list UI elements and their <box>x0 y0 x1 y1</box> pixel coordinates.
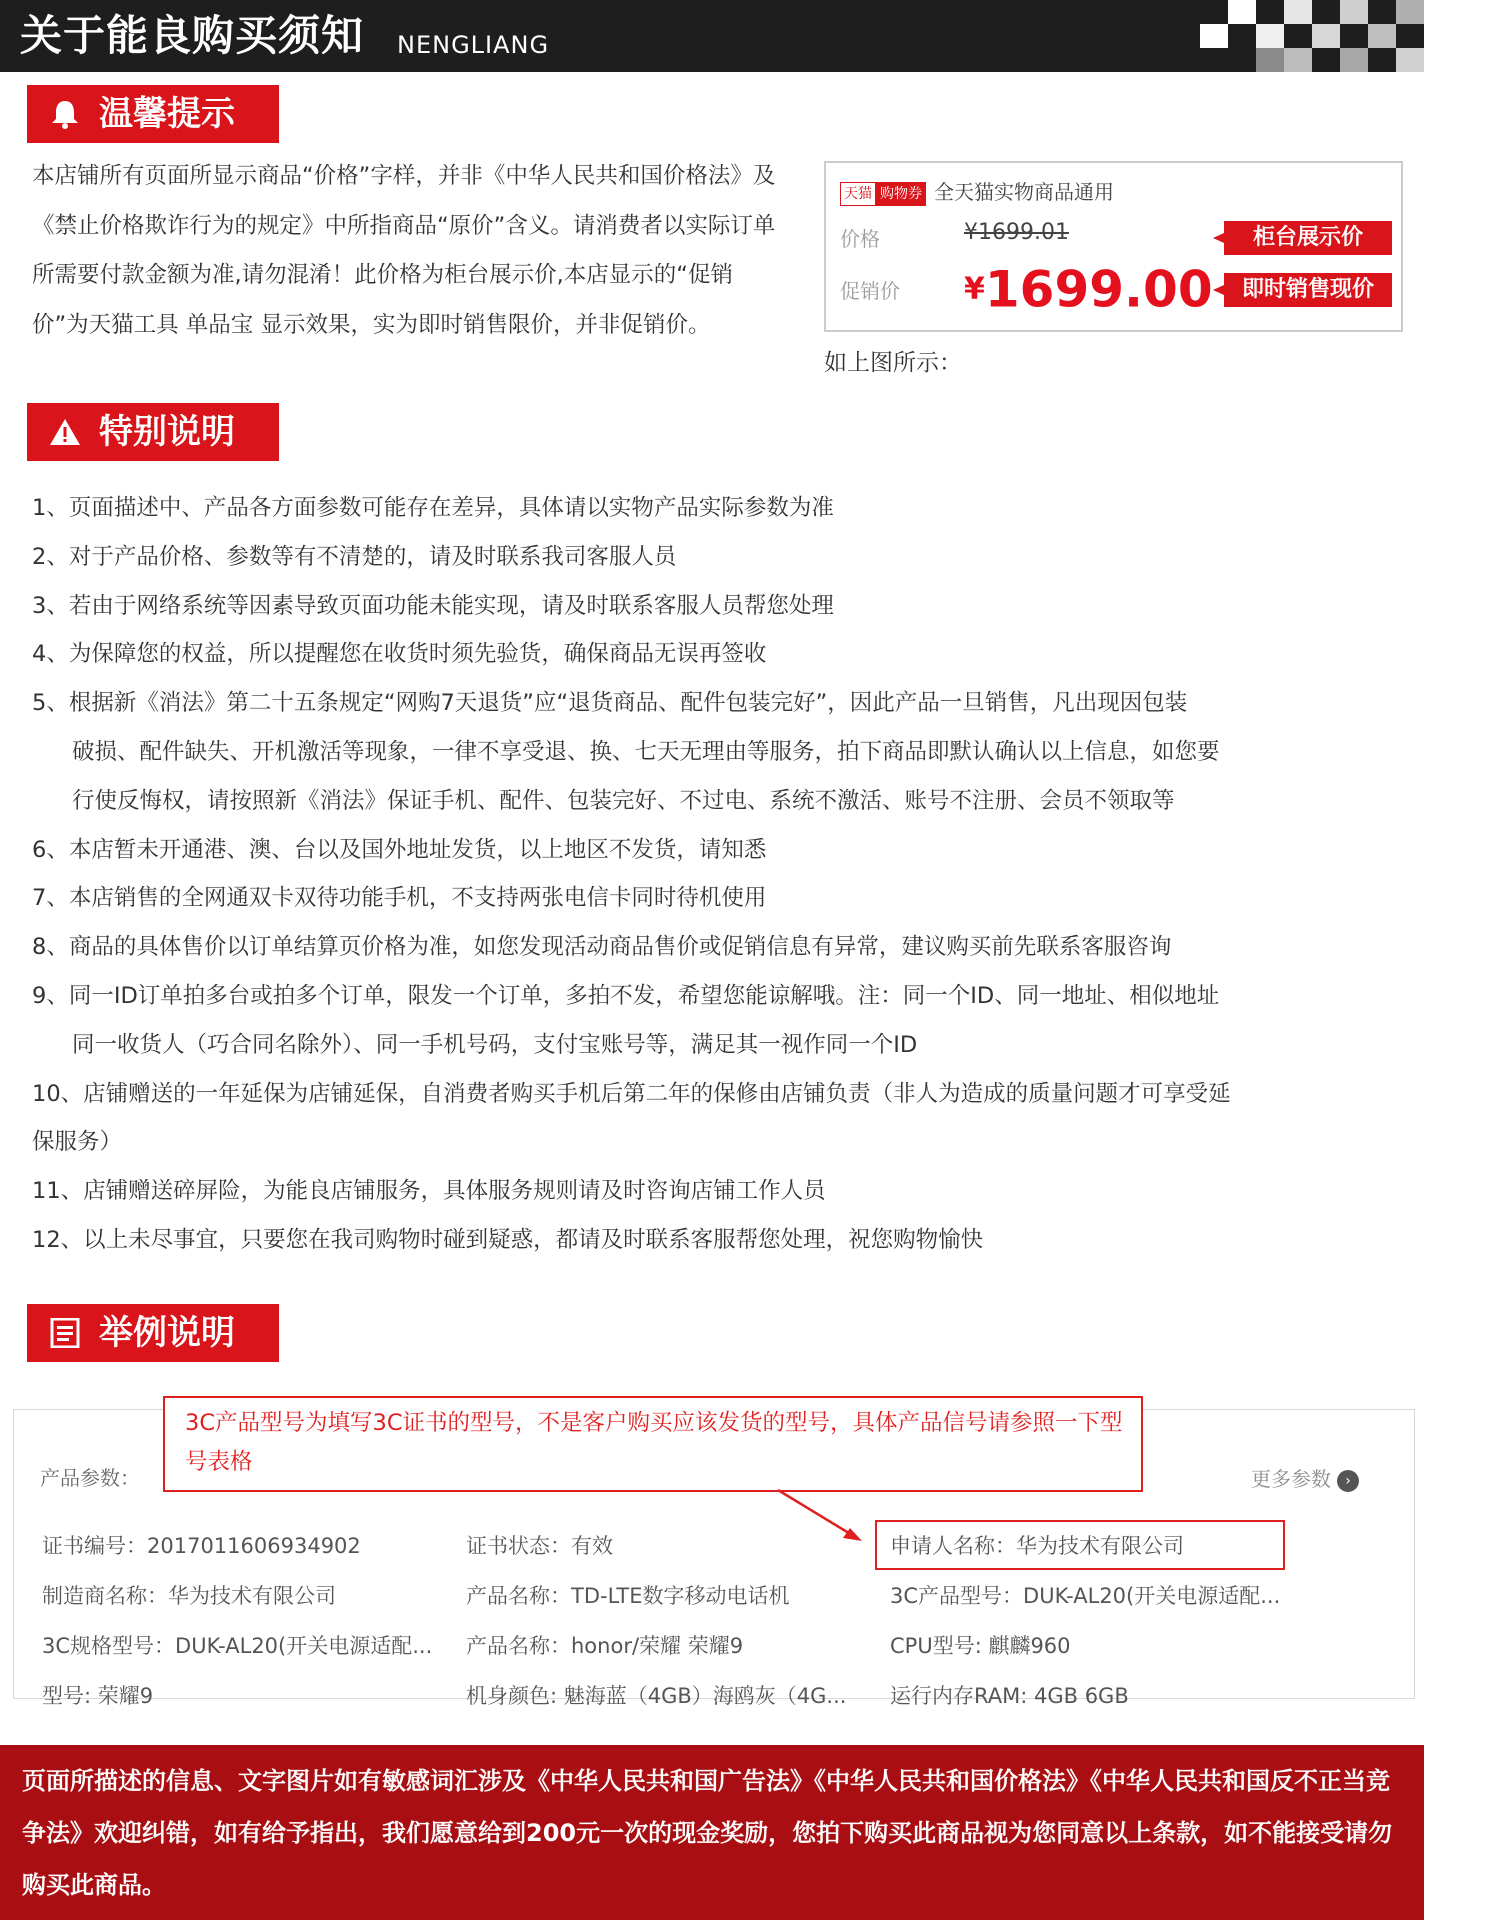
warning-icon <box>49 417 81 447</box>
page-title: 关于能良购买须知 <box>20 11 365 60</box>
notice-list <box>32 484 1412 1265</box>
notice-line: 6、本店暂未开通港、澳、台以及国外地址发货，以上地区不发货，请知悉 <box>32 836 767 863</box>
coupon-text: 全天猫实物商品通用 <box>934 180 1114 204</box>
price-label: 价格 <box>840 227 880 251</box>
price-caption: 如上图所示： <box>824 350 962 376</box>
notice-line: 2、对于产品价格、参数等有不清楚的，请及时联系我司客服人员 <box>32 543 677 570</box>
notice-line: 同一收货人（巧合同名除外）、同一手机号码，支付宝账号等，满足其一视作同一个ID <box>72 1031 918 1058</box>
price-example-card <box>824 161 1403 332</box>
original-price: ¥1699.01 <box>964 220 1069 245</box>
params-label: 产品参数： <box>40 1466 140 1490</box>
more-params-link[interactable] <box>1251 1463 1359 1492</box>
param-cell: 运行内存RAM: 4GB 6GB <box>890 1684 1129 1708</box>
document-icon <box>49 1318 81 1348</box>
notice-line: 12、以上未尽事宜，只要您在我司购物时碰到疑惑，都请及时联系客服帮您处理，祝您购物愉快 <box>32 1226 984 1253</box>
param-cell-applicant: 申请人名称：华为技术有限公司 <box>890 1534 1184 1558</box>
section-header-tip <box>27 85 279 143</box>
notice-line: 3、若由于网络系统等因素导致页面功能未能实现，请及时联系客服人员帮您处理 <box>32 592 834 619</box>
param-cell: 产品名称：honor/荣耀 荣耀9 <box>466 1634 744 1658</box>
notice-line: 8、商品的具体售价以订单结算页价格为准，如您发现活动商品售价或促销信息有异常，建议购买前先联系客服咨询 <box>32 934 1172 961</box>
notice-line: 4、为保障您的权益，所以提醒您在收货时须先验货，确保商品无误再签收 <box>32 641 767 668</box>
tmall-tag: 天猫 <box>840 182 876 206</box>
checkerboard-decoration <box>1200 0 1424 72</box>
promo-price <box>964 257 1213 322</box>
annotation-text: 3C产品型号为填写3C证书的型号，不是客户购买应该发货的型号，具体产品信号请参照一下型号表格 <box>185 1410 1123 1475</box>
notice-line: 7、本店销售的全网通双卡双待功能手机，不支持两张电信卡同时待机使用 <box>32 885 767 912</box>
notice-line: 保服务） <box>32 1129 123 1156</box>
section-title: 特别说明 <box>99 412 235 452</box>
applicant-highlight-box <box>875 1520 1285 1570</box>
param-cell: 证书状态：有效 <box>466 1534 613 1558</box>
currency-symbol: ¥ <box>964 271 985 307</box>
promo-price-label: 促销价 <box>840 279 900 303</box>
section-title: 温馨提示 <box>99 94 235 134</box>
param-cell: 产品名称：TD-LTE数字移动电话机 <box>466 1584 790 1608</box>
page-subtitle: NENGLIANG <box>397 31 550 59</box>
notice-line: 行使反悔权，请按照新《消法》保证手机、配件、包装完好、不过电、系统不激活、账号不注册、会员不领取等 <box>72 787 1175 814</box>
chevron-right-icon: › <box>1337 1470 1359 1492</box>
section-header-special <box>27 403 279 461</box>
notice-line: 10、店铺赠送的一年延保为店铺延保，自消费者购买手机后第二年的保修由店铺负责（非人为造成的质量问题才可享受延 <box>32 1080 1231 1107</box>
param-cell: CPU型号: 麒麟960 <box>890 1634 1071 1658</box>
notice-line: 破损、配件缺失、开机激活等现象，一律不享受退、换、七天无理由等服务，拍下商品即默认确认以上信息，如您要 <box>72 738 1220 765</box>
footer-disclaimer <box>0 1745 1424 1920</box>
promo-price-value: 1699.00 <box>984 260 1213 319</box>
section-header-example <box>27 1304 279 1362</box>
header-bar <box>0 0 1424 72</box>
notice-line: 11、店铺赠送碎屏险，为能良店铺服务，具体服务规则请及时咨询店铺工作人员 <box>32 1178 826 1205</box>
notice-line: 1、页面描述中、产品各方面参数可能存在差异，具体请以实物产品实际参数为准 <box>32 495 834 521</box>
param-cell: 机身颜色: 魅海蓝（4GB）海鸥灰（4G... <box>466 1684 847 1708</box>
param-cell: 型号: 荣耀9 <box>42 1684 154 1708</box>
annotation-callout <box>163 1396 1143 1492</box>
counter-price-badge: 柜台展示价 <box>1224 221 1392 255</box>
disclaimer-text: 页面所描述的信息、文字图片如有敏感词汇涉及《中华人民共和国广告法》《中华人民共和国价格法》《中华人民共和国反不正当竞争法》欢迎纠错，如有给予指出，我们愿意给到200元一次的现金奖励，您拍下购买此商品视为您同意以上条款，如不能接受请勿购买此商品。 <box>22 1767 1393 1899</box>
coupon-tag: 购物券 <box>876 182 926 206</box>
tip-paragraph: 本店铺所有页面所显示商品“价格”字样，并非《中华人民共和国价格法》及《禁止价格欺诈行为的规定》中所指商品“原价”含义。请消费者以实际订单所需要付款金额为准,请勿混淆！此价格为柜台展示价,本店显示的“促销价”为天猫工具 单品宝 显示效果，实为即时销售限价，并非促销价。 <box>32 163 776 338</box>
more-params-label: 更多参数 <box>1251 1467 1331 1491</box>
notice-line: 5、根据新《消法》第二十五条规定“网购7天退货”应“退货商品、配件包装完好”，因此产品一旦销售，凡出现因包装 <box>32 690 1188 717</box>
notice-line: 9、同一ID订单拍多台或拍多个订单，限发一个订单，多拍不发，希望您能谅解哦。注：同一个ID、同一地址、相似地址 <box>32 982 1220 1009</box>
param-cell: 3C规格型号：DUK-AL20(开关电源适配... <box>42 1634 433 1658</box>
param-cell: 3C产品型号：DUK-AL20(开关电源适配... <box>890 1584 1281 1608</box>
param-cell: 证书编号：2017011606934902 <box>42 1534 361 1558</box>
sale-price-badge: 即时销售现价 <box>1224 273 1392 307</box>
section-title: 举例说明 <box>99 1313 235 1353</box>
param-cell: 制造商名称：华为技术有限公司 <box>42 1584 336 1608</box>
coupon-row <box>840 177 1114 207</box>
bell-icon <box>49 99 81 129</box>
